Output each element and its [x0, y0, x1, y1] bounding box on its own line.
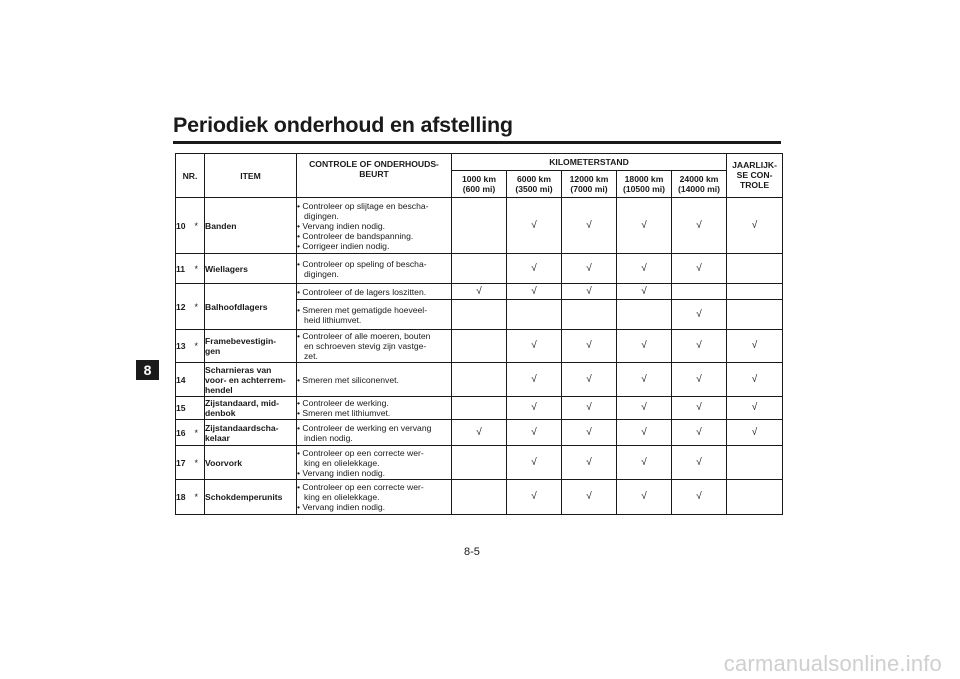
row-description: [297, 330, 452, 363]
watermark: carmanualsonline.info: [723, 651, 942, 676]
header-kilometerstand: KILOMETERSTAND: [452, 154, 727, 171]
check-mark: √: [727, 330, 783, 363]
header-interval: 1000 km (600 mi): [452, 171, 507, 198]
description-line: • Controleer op speling of bescha- digingen.: [297, 258, 427, 279]
row-description: [297, 480, 452, 515]
table-row: [176, 330, 783, 363]
header-interval: 18000 km (10500 mi): [617, 171, 672, 198]
check-mark: √: [672, 254, 727, 284]
description-line: • Smeren met gematigde hoeveel- heid lithiumvet.: [297, 304, 428, 325]
check-mark: √: [562, 397, 617, 420]
row-number: 17: [176, 446, 195, 480]
check-mark: √: [672, 300, 727, 330]
maintenance-table: [175, 153, 783, 515]
empty-cell: [452, 397, 507, 420]
row-number: 18: [176, 480, 195, 515]
check-mark: √: [672, 397, 727, 420]
row-number: 12: [176, 284, 195, 330]
empty-cell: [507, 300, 562, 330]
table-row: [176, 446, 783, 480]
row-item: Balhoofdlagers: [205, 284, 297, 330]
row-description: [297, 397, 452, 420]
check-mark: √: [452, 420, 507, 446]
table-row: [176, 363, 783, 397]
empty-cell: [452, 300, 507, 330]
description-line: • Vervang indien nodig.: [297, 467, 386, 478]
row-number: 14: [176, 363, 195, 397]
description-line: • Vervang indien nodig.: [297, 502, 386, 512]
check-mark: √: [617, 284, 672, 300]
row-number: 11: [176, 254, 195, 284]
check-mark: √: [672, 480, 727, 515]
row-item: Wiellagers: [205, 254, 297, 284]
description-line: • Vervang indien nodig.: [297, 220, 386, 231]
check-mark: √: [672, 330, 727, 363]
table-row: [176, 480, 783, 515]
check-mark: √: [562, 420, 617, 446]
empty-cell: [727, 480, 783, 515]
row-number: 16: [176, 420, 195, 446]
row-description: [297, 284, 452, 300]
row-description: [297, 198, 452, 254]
check-mark: √: [617, 480, 672, 515]
empty-cell: [727, 284, 783, 300]
row-number: 10: [176, 198, 195, 254]
check-mark: √: [562, 284, 617, 300]
header-yearly: JAARLIJK- SE CON- TROLE: [727, 154, 783, 198]
row-star-marker: *: [195, 446, 205, 480]
check-mark: √: [672, 446, 727, 480]
table-row: [176, 397, 783, 420]
empty-cell: [452, 363, 507, 397]
check-mark: √: [507, 254, 562, 284]
check-mark: √: [617, 254, 672, 284]
table-row: [176, 420, 783, 446]
check-mark: √: [507, 330, 562, 363]
check-mark: √: [727, 397, 783, 420]
empty-cell: [452, 446, 507, 480]
description-line: • Controleer of de lagers loszitten.: [297, 286, 427, 297]
empty-cell: [452, 198, 507, 254]
row-star-marker: [195, 363, 205, 397]
row-description: [297, 254, 452, 284]
row-description: [297, 300, 452, 330]
check-mark: √: [562, 330, 617, 363]
row-description: [297, 446, 452, 480]
chapter-tab: 8: [136, 360, 159, 380]
check-mark: √: [617, 198, 672, 254]
header-interval: 6000 km (3500 mi): [507, 171, 562, 198]
description-line: • Controleer de bandspanning.: [297, 230, 414, 241]
check-mark: √: [562, 363, 617, 397]
description-line: • Controleer op een correcte wer- king en olielekkage.: [297, 447, 424, 468]
check-mark: √: [562, 480, 617, 515]
row-item: Scharnieras van voor- en achterrem- hendel: [205, 363, 297, 397]
check-mark: √: [562, 254, 617, 284]
row-star-marker: *: [195, 330, 205, 363]
check-mark: √: [617, 330, 672, 363]
check-mark: √: [672, 363, 727, 397]
check-mark: √: [507, 397, 562, 420]
row-description: [297, 363, 452, 397]
check-mark: √: [562, 198, 617, 254]
description-line: • Controleer de werking.: [297, 398, 389, 408]
description-line: • Controleer de werking en vervang indien nodig.: [297, 422, 432, 443]
header-interval: 24000 km (14000 mi): [672, 171, 727, 198]
check-mark: √: [727, 363, 783, 397]
check-mark: √: [507, 446, 562, 480]
empty-cell: [727, 254, 783, 284]
row-description: [297, 420, 452, 446]
check-mark: √: [672, 420, 727, 446]
check-mark: √: [507, 420, 562, 446]
header-item: ITEM: [205, 154, 297, 198]
page-number: 8-5: [464, 546, 480, 558]
row-star-marker: *: [195, 198, 205, 254]
check-mark: √: [507, 284, 562, 300]
header-interval: 12000 km (7000 mi): [562, 171, 617, 198]
table-row: [176, 254, 783, 284]
table-row: [176, 198, 783, 254]
check-mark: √: [617, 397, 672, 420]
row-item: Zijstandaardscha- kelaar: [205, 420, 297, 446]
description-line: • Controleer op slijtage en bescha- digingen.: [297, 200, 429, 221]
check-mark: √: [452, 284, 507, 300]
row-item: Framebevestigin- gen: [205, 330, 297, 363]
row-number: 13: [176, 330, 195, 363]
description-line: • Smeren met siliconenvet.: [297, 374, 399, 385]
row-item: Voorvork: [205, 446, 297, 480]
description-line: • Controleer op een correcte wer- king en olielekkage.: [297, 482, 424, 502]
header-check: CONTROLE OF ONDERHOUDS- BEURT: [297, 154, 452, 198]
check-mark: √: [617, 363, 672, 397]
row-star-marker: *: [195, 480, 205, 515]
row-star-marker: *: [195, 420, 205, 446]
row-item: Zijstandaard, mid- denbok: [205, 397, 297, 420]
empty-cell: [727, 446, 783, 480]
empty-cell: [727, 300, 783, 330]
check-mark: √: [507, 363, 562, 397]
row-item: Banden: [205, 198, 297, 254]
check-mark: √: [727, 198, 783, 254]
check-mark: √: [617, 446, 672, 480]
description-line: • Controleer of alle moeren, bouten en schroeven stevig zijn vastge- zet.: [297, 331, 431, 361]
empty-cell: [562, 300, 617, 330]
row-star-marker: *: [195, 284, 205, 330]
empty-cell: [672, 284, 727, 300]
title-rule: [173, 141, 781, 144]
table-row: [176, 284, 783, 300]
header-nr: NR.: [176, 154, 205, 198]
check-mark: √: [507, 198, 562, 254]
row-number: 15: [176, 397, 195, 420]
check-mark: √: [672, 198, 727, 254]
check-mark: √: [507, 480, 562, 515]
empty-cell: [452, 330, 507, 363]
row-item: Schokdemperunits: [205, 480, 297, 515]
row-star-marker: [195, 397, 205, 420]
page-title: Periodiek onderhoud en afstelling: [173, 113, 513, 137]
check-mark: √: [562, 446, 617, 480]
description-line: • Corrigeer indien nodig.: [297, 240, 390, 251]
row-star-marker: *: [195, 254, 205, 284]
empty-cell: [452, 254, 507, 284]
check-mark: √: [727, 420, 783, 446]
check-mark: √: [617, 420, 672, 446]
empty-cell: [617, 300, 672, 330]
description-line: • Smeren met lithiumvet.: [297, 408, 391, 418]
empty-cell: [452, 480, 507, 515]
